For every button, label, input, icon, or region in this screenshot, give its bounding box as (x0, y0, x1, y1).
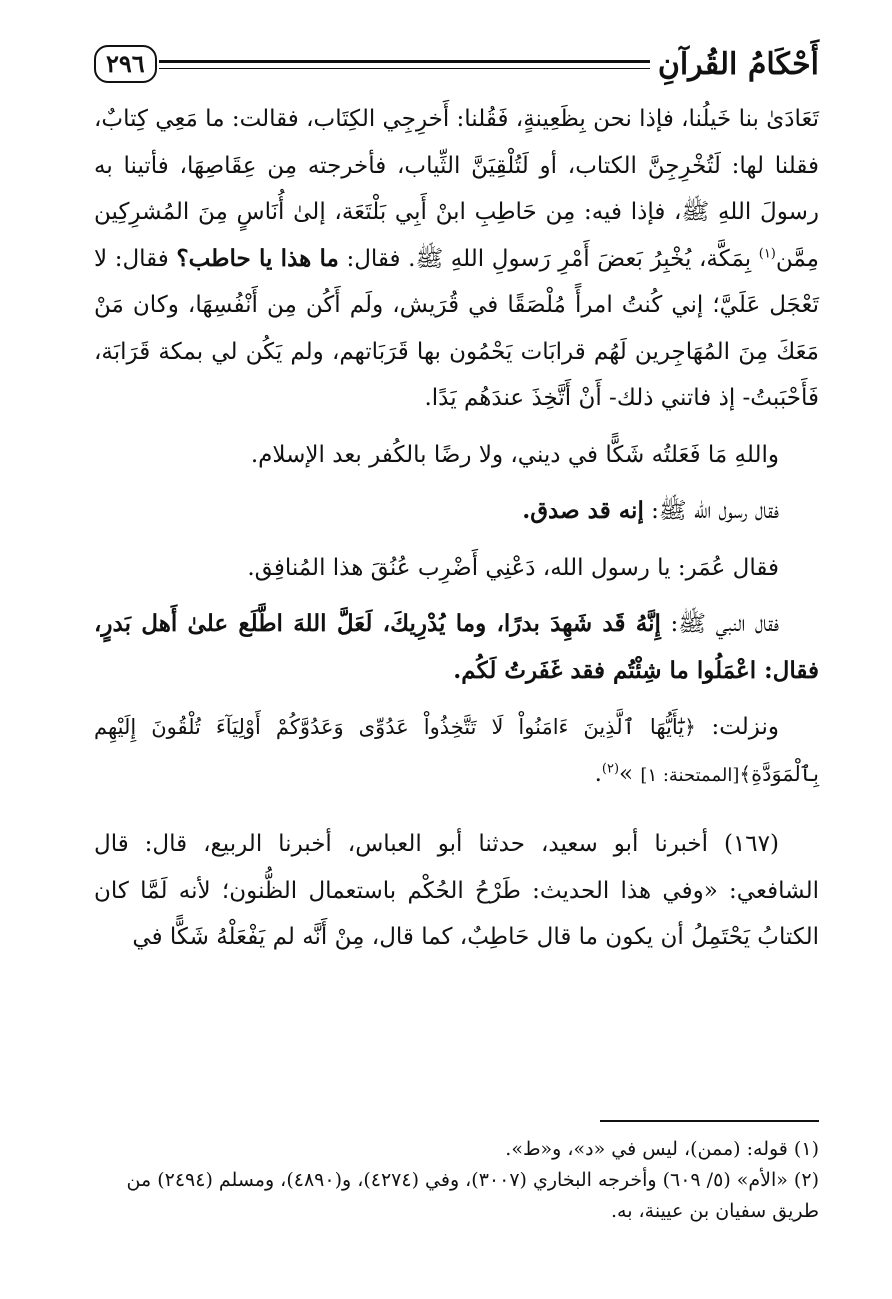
footnote-ref-1: (١) (758, 245, 776, 261)
footnote-1: (١) قوله: (ممن)، ليس في «د»، و«ط». (505, 1138, 819, 1160)
paragraph-oath: واللهِ مَا فَعَلتُه شَكًّا في ديني، ولا رضًا بالكُفر بعد الإسلام. (250, 441, 779, 468)
text-run: تَعَادَىٰ بنا خَيلُنا، فإذا نحن بِظَعِينةٍ، فَقُلنا: أَخرِجِي الكِتَاب، فقالت: ما مَعِي كِتابٌ، فقلنا لها: لَتُخْرِجِنَّ الكتاب، أو لَتُلْقِيَنَّ الثِّياب، فأخرجته مِن عِقَاصِهَا، فأتينا به رسولَ اللهِ ﷺ، فإذا فيه: مِن حَاطِبِ ابنْ أَبِي بَلْتَعَة، إلىٰ أُنَاسٍ مِنَ المُشرِكِين مِمَّن (94, 106, 819, 272)
quran-open-bracket: ﴿ (684, 715, 696, 739)
bold-quote: إنه قد صدق. (522, 497, 644, 524)
text-run: فقال: لا تَعْجَل عَلَيَّ؛ إني كُنتُ امرأً مُلْصَقًا في قُرَيش، ولَم أَكُن مِن أَنْفُسِهَا، وكان مَنْ مَعَكَ مِنَ المُهَاجِرين لَهُم قرابَات يَحْمُون بها قَرَبَاتهم، ولم يَكُن لي بمكة قَرَابَة، فَأَحْبَبتُ- إذ فاتني ذلك- أَنْ أَتَّخِذَ عندَهُم يَدًا. (94, 245, 819, 411)
paragraph-umar: فقال عُمَر: يا رسول الله، دَعْنِي أَضْرِب عُنُقَ هذا المُنافِق. (247, 554, 779, 581)
footnote-ref-2: (٢) (601, 760, 620, 776)
book-title: أَحْكَامُ القُرآنِ (657, 46, 819, 82)
header-rule (159, 60, 650, 69)
page-number: ٢٩٦ (94, 45, 157, 83)
text-run: فقال النبي ﷺ: (660, 611, 779, 637)
text-run: فقال رسول الله ﷺ: (643, 498, 779, 524)
paragraph-revelation (94, 704, 819, 799)
footnote-divider (600, 1120, 819, 1122)
bold-quote: إِنَّهُ قَد شَهِدَ بدرًا، وما يُدْرِيكَ، لَعَلَّ اللهَ اطَّلَع علىٰ أَهل بَدرٍ، فقال: اعْمَلُوا ما شِئْتُم فقد غَفَرتُ لَكُم. (94, 610, 819, 684)
quran-verse: يَٰٓأَيُّهَا ٱلَّذِينَ ءَامَنُواْ لَا تَتَّخِذُواْ عَدُوِّى وَعَدُوَّكُمْ أَوْلِيَآءَ تُلْقُونَ إِلَيْهِم بِٱلْمَوَدَّةِ (94, 715, 819, 786)
bold-quote: ما هذا يا حاطب؟ (176, 244, 339, 272)
paragraph-prophet-badr (94, 601, 819, 694)
text-run: ونزلت: (695, 714, 779, 740)
paragraph-athar-167: (١٦٧) أخبرنا أبو سعيد، حدثنا أبو العباس، أخبرنا الربيع، قال: قال الشافعي: «وفي هذا الحديث: طَرْحُ الحُكْم باستعمال الظُّنون؛ لأنه لَمَّا كان الكتابُ يَحْتَمِلُ أن يكون ما قال حَاطِبٌ، كما قال، مِنْ أَنَّه لم يَفْعَلْهُ شَكًّا في (94, 831, 819, 950)
text-run: . (594, 760, 602, 787)
text-run: » (619, 760, 641, 787)
quran-close-bracket: ﴾ (739, 761, 752, 786)
page-header (94, 40, 819, 88)
footnotes (94, 1134, 819, 1227)
text-run: بِمَكَّة، يُخْبِرُ بَعضَ أَمْرِ رَسولِ اللهِ ﷺ. فقال: (338, 245, 759, 272)
main-text (94, 96, 819, 961)
paragraph-hadith-narration (94, 96, 819, 422)
paragraph-prophet-reply (94, 488, 819, 535)
footnote-2: (٢) «الأم» (٥/ ٦٠٩) وأخرجه البخاري (٣٠٠٧)، وفي (٤٢٧٤)، و(٤٨٩٠)، ومسلم (٢٤٩٤) من طريق سفيان بن عيينة، به. (126, 1169, 819, 1222)
verse-citation: [الممتحنة: ١] (640, 764, 740, 786)
